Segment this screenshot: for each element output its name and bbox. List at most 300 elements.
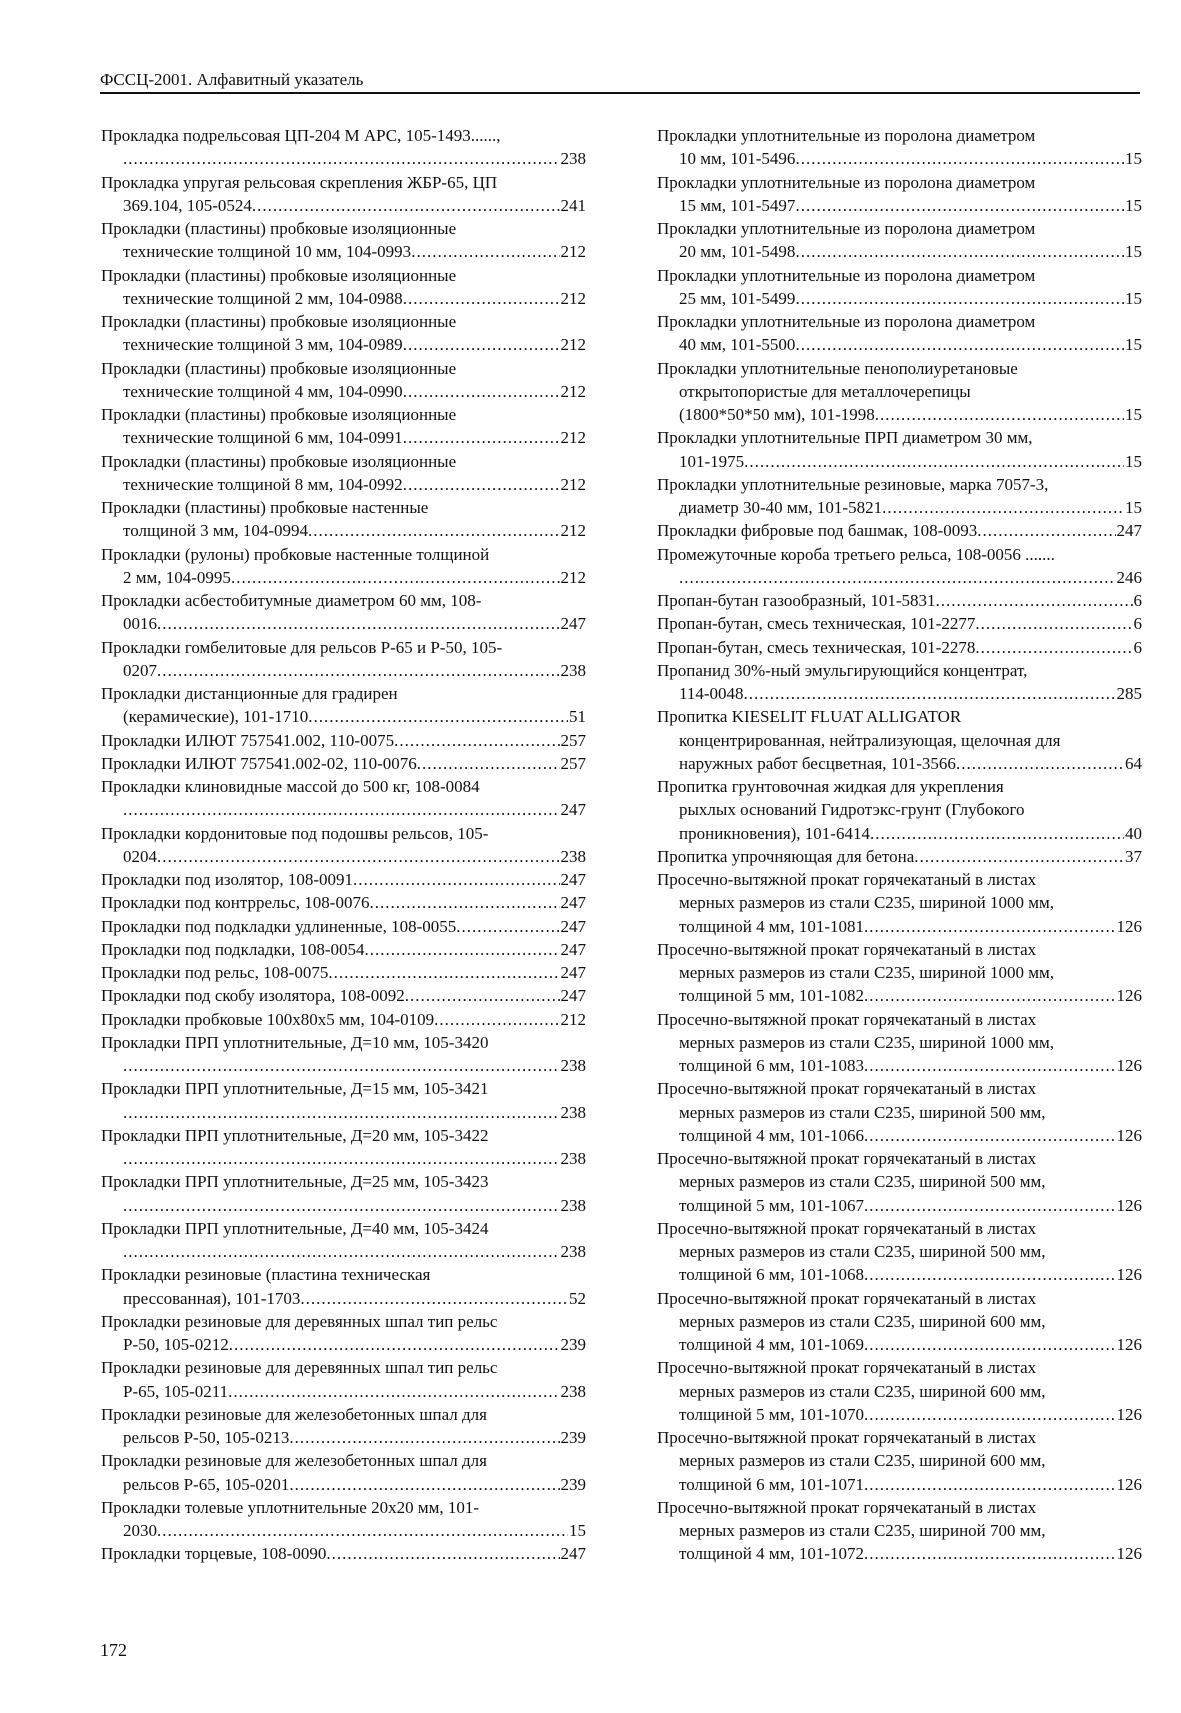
index-entry-page: 257 [560,753,586,773]
index-entry [657,775,1142,845]
index-entry-text: Прокладки асбестобитумные диаметром 60 мм, 108- [101,591,482,610]
index-entry-text: Прокладки клиновидные массой до 500 кг, 108-0084 [101,777,480,796]
index-entry-page: 239 [560,1474,586,1494]
dot-leader [864,1542,1115,1565]
index-entry-page: 241 [560,195,586,215]
index-entry-page: 6 [1133,637,1142,657]
index-entry-page: 15 [1125,335,1142,355]
index-entry-page: 126 [1116,1195,1142,1215]
dot-leader [975,612,1132,635]
index-entry-page: 212 [560,288,586,308]
dot-leader [228,1380,559,1403]
index-entry-text: 40 мм, 101-5500 [679,335,796,355]
dot-leader [411,240,559,263]
index-entry-text: рыхлых оснований Гидротэкс-грунт (Глубокого [679,800,1025,820]
index-entry-page: 15 [1125,451,1142,471]
index-entry [101,1542,586,1565]
index-entry [101,938,586,961]
index-entry-text: (керамические), 101-1710 [123,707,309,727]
index-entry-text: технические толщиной 6 мм, 104-0991 [123,428,403,448]
index-entry [101,1403,586,1450]
index-entry [657,1147,1142,1217]
dot-leader [123,147,560,170]
dot-leader [123,1147,560,1170]
index-entry-page: 257 [560,730,586,750]
index-entry-text: мерных размеров из стали С235, шириной 1000 мм, [679,963,1055,982]
index-entry-text: мерных размеров из стали С235, шириной 1000 мм, [679,893,1055,913]
dot-leader [157,612,560,635]
index-entry [101,682,586,729]
dot-leader [157,659,560,682]
index-entry-text: 10 мм, 101-5496 [679,149,796,169]
index-entry-text: открытопористые для металлочерепицы [679,381,971,401]
index-entry [657,426,1142,473]
index-entry-page: 247 [560,939,586,959]
index-entry-text: Прокладки резиновые для железобетонных шпал для [101,1404,487,1424]
dot-leader [123,1240,560,1263]
index-entry-text: Пропан-бутан газообразный, 101-5831 [657,591,936,610]
dot-leader [157,1519,568,1542]
index-entry-text: мерных размеров из стали С235, шириной 1000 мм, [679,1032,1055,1052]
dot-leader [369,891,559,914]
index-entry-page: 6 [1133,591,1142,610]
index-entry-text: Р-65, 105-0211 [123,1381,229,1401]
index-entry-text: 15 мм, 101-5497 [679,195,796,215]
dot-leader [353,868,560,891]
dot-leader [795,240,1124,263]
index-entry-page: 52 [569,1288,586,1308]
index-entry-text: мерных размеров из стали С235, шириной 600 мм, [679,1381,1046,1401]
index-entry-page: 6 [1133,614,1142,634]
index-entry [101,403,586,450]
index-entry [657,612,1142,635]
index-entry-text: мерных размеров из стали С235, шириной 500 мм, [679,1102,1046,1122]
index-entry [657,519,1142,542]
index-entry-text: Прокладки (пластины) пробковые изоляционные [101,265,457,285]
dot-leader [795,194,1124,217]
index-entry-page: 247 [560,893,586,913]
index-entry-page: 247 [560,870,586,889]
index-entry-text: толщиной 4 мм, 101-1081 [679,916,865,936]
index-entry [657,1008,1142,1078]
index-entry-text: Прокладки резиновые для железобетонных шпал для [101,1451,487,1471]
index-entry-page: 126 [1116,1474,1142,1494]
index-entry-text: Пропитка грунтовочная жидкая для укрепления [657,777,1004,796]
index-entry-text: Прокладки ПРП уплотнительные, Д=25 мм, 105-3423 [101,1172,489,1192]
index-entry-page: 126 [1116,1335,1142,1354]
index-entry [101,915,586,938]
index-entry-text: 369.104, 105-0524 [123,195,252,215]
dot-leader [795,287,1124,310]
index-entry [657,1287,1142,1357]
index-entry-text: Просечно-вытяжной прокат горячекатаный в листах [657,1149,1037,1168]
index-entry-page: 212 [560,521,586,541]
index-entry-page: 238 [560,1242,586,1261]
dot-leader [875,403,1124,426]
index-entry-text: Пропан-бутан, смесь техническая, 101-2278 [657,637,976,657]
index-entry-text: толщиной 5 мм, 101-1082 [679,986,865,1006]
index-entry-page: 15 [1125,149,1142,169]
index-entry-text: технические толщиной 2 мм, 104-0988 [123,288,403,308]
index-entry-text: Прокладки под контррельс, 108-0076 [101,893,370,913]
index-entry-text: Прокладки фибровые под башмак, 108-0093 [657,521,978,541]
index-entry [657,659,1142,706]
index-entry-text: Прокладки торцевые, 108-0090 [101,1544,327,1564]
dot-leader [123,1054,560,1077]
index-entry-text: Прокладки (пластины) пробковые изоляционные [101,358,457,378]
dot-leader [123,1194,560,1217]
dot-leader [864,915,1115,938]
dot-leader [864,1333,1115,1356]
index-entry-text: Просечно-вытяжной прокат горячекатаный в листах [657,1079,1037,1099]
index-entry-text: мерных размеров из стали С235, шириной 500 мм, [679,1242,1046,1261]
index-entry [657,636,1142,659]
index-entry-text: Прокладки уплотнительные из поролона диаметром [657,126,1036,145]
index-entry-text: Прокладки (рулоны) пробковые настенные толщиной [101,544,490,564]
dot-leader [936,589,1133,612]
index-entry-text: рельсов Р-50, 105-0213 [123,1428,290,1447]
dot-leader [308,705,568,728]
index-entry [657,845,1142,868]
index-entry-text: (1800*50*50 мм), 101-1998 [679,405,875,424]
index-entry-text: Прокладки ИЛЮТ 757541.002-02, 110-0076 [101,753,417,773]
index-entry-text: толщиной 4 мм, 101-1069 [679,1335,865,1354]
index-entry [657,543,1142,590]
index-entry-text: мерных размеров из стали С235, шириной 500 мм, [679,1172,1046,1192]
index-entry-page: 64 [1125,753,1142,773]
index-entry-text: Р-50, 105-0212 [123,1335,229,1354]
index-entry-text: проникновения), 101-6414 [679,823,870,843]
index-entry-page: 15 [1125,195,1142,215]
index-entry-text: технические толщиной 10 мм, 104-0993 [123,242,412,262]
index-entry [101,1124,586,1171]
index-entry-text: Прокладки резиновые (пластина техническая [101,1265,431,1285]
index-entry-text: концентрированная, нейтрализующая, щелочная для [679,730,1061,750]
index-entry [101,1170,586,1217]
dot-leader [394,729,559,752]
index-entry [657,124,1142,171]
dot-leader [157,845,560,868]
dot-leader [328,961,559,984]
index-entry [657,310,1142,357]
index-entry-page: 238 [560,1381,586,1401]
dot-leader [864,1194,1115,1217]
index-entry-text: Прокладки под рельс, 108-0075 [101,963,329,982]
index-entry-text: Просечно-вытяжной прокат горячекатаный в листах [657,1288,1037,1308]
index-entry-text: толщиной 4 мм, 101-1066 [679,1125,865,1145]
index-entry [101,1217,586,1264]
dot-leader [864,984,1115,1007]
dot-leader [403,287,560,310]
index-entry [101,868,586,891]
index-entry [101,752,586,775]
index-entry [101,729,586,752]
index-entry-text: толщиной 3 мм, 104-0994 [123,521,309,541]
dot-leader [252,194,560,217]
index-entry [101,264,586,311]
dot-leader [403,473,560,496]
dot-leader [882,496,1124,519]
dot-leader [864,1403,1115,1426]
index-entry-text: 0204 [123,846,157,866]
index-entry [657,705,1142,775]
index-entry-text: 0207 [123,660,157,680]
index-entry-text: Прокладки кордонитовые под подошвы рельсов, 105- [101,823,489,843]
index-entry-text: мерных размеров из стали С235, шириной 600 мм, [679,1311,1046,1331]
index-entry-page: 247 [1116,521,1142,541]
dot-leader [403,333,560,356]
index-entry-text: Прокладка упругая рельсовая скрепления ЖБР-65, ЦП [101,172,498,192]
index-entry-text: Пропан-бутан, смесь техническая, 101-2277 [657,614,976,634]
index-entry-page: 238 [560,1056,586,1075]
index-entry-text: Пропанид 30%-ный эмульгирующийся концентрат, [657,660,1028,680]
dot-leader [744,450,1124,473]
index-entry-text: Прокладки гомбелитовые для рельсов Р-65 и Р-50, 105- [101,637,503,657]
dot-leader [456,915,559,938]
dot-leader [744,682,1116,705]
index-entry-text: Просечно-вытяжной прокат горячекатаный в листах [657,870,1037,889]
index-entry-page: 15 [1125,288,1142,308]
dot-leader [326,1542,559,1565]
index-entry-text: толщиной 6 мм, 101-1071 [679,1474,865,1494]
index-entry-page: 238 [560,1102,586,1122]
dot-leader [864,1473,1115,1496]
index-entry [101,496,586,543]
index-entry-text: Просечно-вытяжной прокат горячекатаный в листах [657,1009,1037,1029]
index-entry-text: толщиной 5 мм, 101-1070 [679,1404,865,1424]
index-entry-text: диаметр 30-40 мм, 101-5821 [679,498,883,517]
index-entry-page: 212 [560,381,586,401]
index-entry-text: Прокладки под изолятор, 108-0091 [101,870,353,889]
index-entry-text: Просечно-вытяжной прокат горячекатаный в листах [657,1497,1037,1517]
dot-leader [229,1333,560,1356]
index-entry-page: 15 [1125,498,1142,517]
index-entry-text: толщиной 4 мм, 101-1072 [679,1544,865,1564]
index-entry-page: 126 [1116,1056,1142,1075]
dot-leader [123,1101,560,1124]
index-entry [101,357,586,404]
index-entry-page: 40 [1125,823,1142,843]
index-entry-text: технические толщиной 3 мм, 104-0989 [123,335,403,355]
index-entry-text: Прокладки ПРП уплотнительные, Д=10 мм, 105-3420 [101,1032,489,1052]
index-entry-text: Промежуточные короба третьего рельса, 108-0056 ....... [657,544,1055,564]
index-entry [101,1263,586,1310]
index-entry [657,589,1142,612]
index-entry-text: Прокладки под подкладки, 108-0054 [101,939,365,959]
index-entry-page: 238 [560,149,586,169]
index-entry-page: 247 [560,963,586,982]
index-entry [101,171,586,218]
index-entry-text: Просечно-вытяжной прокат горячекатаный в листах [657,939,1037,959]
index-entry-page: 239 [560,1428,586,1447]
index-entry-page: 51 [569,707,586,727]
index-entry-page: 238 [560,660,586,680]
index-entry-page: 126 [1116,1404,1142,1424]
index-entry-page: 126 [1116,916,1142,936]
index-entry-text: Прокладки дистанционные для градирен [101,684,398,703]
dot-leader [914,845,1124,868]
index-entry-page: 15 [569,1521,586,1540]
index-column-right [657,124,1142,1566]
index-entry-text: мерных размеров из стали С235, шириной 700 мм, [679,1521,1046,1540]
index-entry [101,1077,586,1124]
index-entry [101,124,586,171]
index-entry-page: 212 [560,1009,586,1029]
dot-leader [434,1008,559,1031]
dot-leader [864,1263,1115,1286]
index-entry-text: Прокладки (пластины) пробковые изоляционные [101,451,457,471]
index-entry [657,473,1142,520]
running-header: ФССЦ-2001. Алфавитный указатель [100,70,364,89]
index-entry-text: Просечно-вытяжной прокат горячекатаный в листах [657,1358,1037,1378]
index-entry [101,1449,586,1496]
index-entry [101,1310,586,1357]
index-entry [101,543,586,590]
index-entry-text: Прокладки под скобу изолятора, 108-0092 [101,986,405,1006]
index-entry-page: 15 [1125,242,1142,262]
index-entry-text: Прокладки (пластины) пробковые изоляционные [101,312,457,331]
dot-leader [795,147,1124,170]
index-entry [101,636,586,683]
index-entry-text: Прокладки уплотнительные из поролона диаметром [657,265,1036,285]
index-entry-text: Прокладки уплотнительные пенополиуретановые [657,358,1018,378]
dot-leader [123,798,560,821]
index-entry [657,938,1142,1008]
index-entry-text: Пропитка KIESELIT FLUAT ALLIGATOR [657,707,962,727]
index-entry [101,961,586,984]
dot-leader [977,519,1115,542]
index-entry-page: 238 [560,846,586,866]
index-entry-page: 247 [560,614,586,634]
index-entry-text: мерных размеров из стали С235, шириной 600 мм, [679,1451,1046,1471]
index-entry-text: Прокладки ПРП уплотнительные, Д=40 мм, 105-3424 [101,1218,489,1238]
index-entry-text: Просечно-вытяжной прокат горячекатаный в листах [657,1218,1037,1238]
index-entry-text: Прокладки ИЛЮТ 757541.002, 110-0075 [101,730,395,750]
index-entry-text: Прокладки уплотнительные ПРП диаметром 30 мм, [657,428,1033,448]
index-entry [101,822,586,869]
index-entry-page: 247 [560,1544,586,1564]
index-entry-page: 37 [1125,846,1142,866]
header-rule [100,92,1140,94]
dot-leader [864,1124,1115,1147]
index-entry [657,1217,1142,1287]
index-entry-text: Прокладки уплотнительные из поролона диаметром [657,219,1036,238]
index-entry-text: Прокладки (пластины) пробковые изоляционные [101,405,457,424]
index-entry-page: 246 [1116,567,1142,587]
index-entry-text: Прокладки (пластины) пробковые изоляционные [101,219,457,238]
index-entry [101,589,586,636]
dot-leader [864,1054,1115,1077]
index-entry-page: 212 [560,242,586,262]
index-entry-text: Прокладки уплотнительные из поролона диаметром [657,172,1036,192]
index-entry-text: прессованная), 101-1703 [123,1288,301,1308]
index-entry-page: 285 [1116,684,1142,703]
index-entry-text: Прокладки уплотнительные из поролона диаметром [657,312,1036,331]
index-entry-text: технические толщиной 4 мм, 104-0990 [123,381,403,401]
index-entry [101,1031,586,1078]
index-entry-page: 126 [1116,1544,1142,1564]
index-entry-text: Прокладки пробковые 100х80х5 мм, 104-0109 [101,1009,435,1029]
index-entry-text: Прокладки резиновые для деревянных шпал тип рельс [101,1311,498,1331]
index-entry [657,1077,1142,1147]
index-entry-text: толщиной 6 мм, 101-1068 [679,1265,865,1285]
index-entry [101,775,586,822]
index-entry [657,171,1142,218]
index-entry-page: 126 [1116,1265,1142,1285]
index-entry-text: толщиной 5 мм, 101-1067 [679,1195,865,1215]
index-entry [657,264,1142,311]
index-entry [101,1496,586,1543]
index-entry [101,984,586,1007]
dot-leader [231,566,560,589]
index-entry-text: наружных работ бесцветная, 101-3566 [679,753,956,773]
index-entry [101,450,586,497]
index-entry-text: Пропитка упрочняющая для бетона [657,846,915,866]
dot-leader [289,1426,559,1449]
index-entry-text: 101-1975 [679,451,745,471]
index-entry-page: 247 [560,916,586,936]
index-entry [657,1496,1142,1566]
dot-leader [870,822,1124,845]
index-entry-page: 247 [560,986,586,1006]
index-entry-text: 2030 [123,1521,157,1540]
index-entry [657,868,1142,938]
index-entry-page: 212 [560,335,586,355]
index-entry [101,1008,586,1031]
index-entry [101,217,586,264]
dot-leader [975,636,1132,659]
index-entry-page: 238 [560,1149,586,1168]
index-entry [657,217,1142,264]
index-entry-page: 15 [1125,405,1142,424]
index-entry-text: Прокладки под подкладки удлиненные, 108-0055 [101,916,457,936]
dot-leader [300,1287,568,1310]
index-entry-text: 20 мм, 101-5498 [679,242,796,262]
index-entry-page: 247 [560,800,586,820]
index-entry-text: Прокладки ПРП уплотнительные, Д=20 мм, 105-3422 [101,1125,489,1145]
dot-leader [795,333,1124,356]
dot-leader [403,426,560,449]
index-entry-page: 126 [1116,986,1142,1006]
index-entry [101,310,586,357]
index-entry-text: толщиной 6 мм, 101-1083 [679,1056,865,1075]
index-entry [657,1426,1142,1496]
index-entry [101,1356,586,1403]
index-entry [657,1356,1142,1426]
index-entry-text: Прокладки (пластины) пробковые настенные [101,498,429,517]
dot-leader [403,380,560,403]
page-number: 172 [100,1640,127,1660]
index-entry-text: 25 мм, 101-5499 [679,288,796,308]
index-entry-text: Прокладка подрельсовая ЦП-204 М АРС, 105-1493......, [101,126,501,145]
index-entry-page: 238 [560,1195,586,1215]
index-entry-page: 212 [560,428,586,448]
dot-leader [405,984,560,1007]
index-entry-text: 114-0048 [679,684,744,703]
index-entry-text: Прокладки резиновые для деревянных шпал тип рельс [101,1358,498,1378]
dot-leader [417,752,560,775]
index-entry [657,357,1142,427]
dot-leader [365,938,560,961]
index-entry-text: Просечно-вытяжной прокат горячекатаный в листах [657,1428,1037,1447]
index-entry-page: 239 [560,1335,586,1354]
index-entry [101,891,586,914]
index-entry-text: Прокладки уплотнительные резиновые, марка 7057-3, [657,474,1049,494]
index-entry-text: 0016 [123,614,157,634]
index-entry-text: Прокладки толевые уплотнительные 20х20 мм, 101- [101,1497,480,1517]
index-entry-text: технические толщиной 8 мм, 104-0992 [123,474,403,494]
dot-leader [289,1473,559,1496]
